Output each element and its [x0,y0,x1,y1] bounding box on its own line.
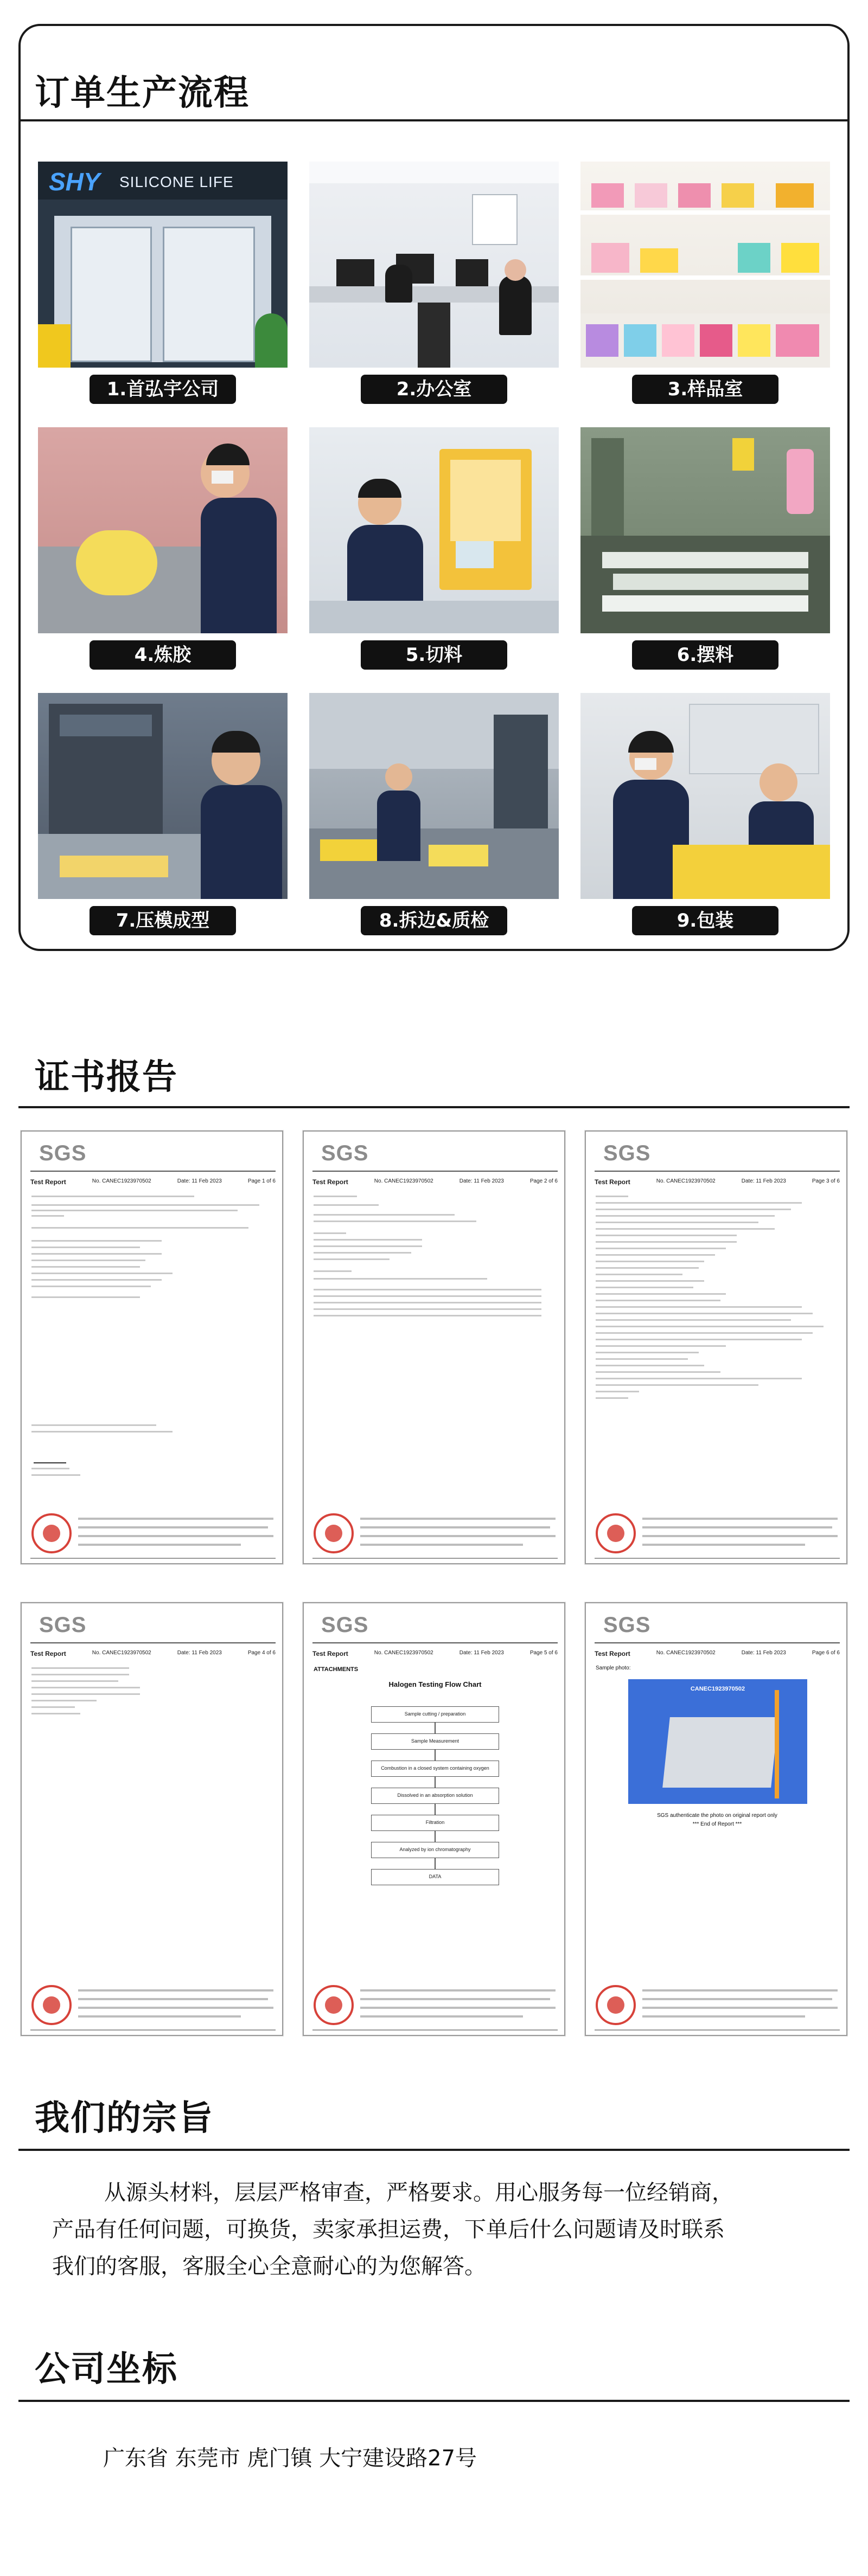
sample-photo [628,1679,807,1804]
certificates-section-title: 证书报告 [35,1057,178,1097]
report-date: Date: 11 Feb 2023 [741,1650,786,1656]
report-page: Page 6 of 6 [812,1650,840,1656]
report-label: Test Report [595,1178,630,1186]
process-step-label: 2.办公室 [361,375,507,404]
flow-step: Dissolved in an absorption solution [371,1788,499,1804]
report-date: Date: 11 Feb 2023 [741,1178,786,1184]
process-step-label: 9.包装 [632,906,778,935]
process-step-label: 7.压模成型 [90,906,236,935]
report-number: No. CANEC1923970502 [92,1650,151,1656]
process-step-mixing [38,427,288,666]
report-number: No. CANEC1923970502 [374,1650,433,1656]
report-number: No. CANEC1923970502 [92,1178,151,1184]
mission-line-2: 产品有任何问题，可换货，卖家承担运费，下单后什么问题请及时联系 [52,2217,725,2242]
report-label: Test Report [595,1650,630,1658]
report-number: No. CANEC1923970502 [656,1178,716,1184]
sgs-logo: SGS [39,1141,87,1165]
process-step-label: 5.切料 [361,640,507,670]
report-date: Date: 11 Feb 2023 [459,1650,504,1656]
packing-photo [580,693,830,899]
report-date: Date: 11 Feb 2023 [177,1178,222,1184]
certification-seal [596,1513,636,1553]
report-header [30,1178,276,1186]
address-title-divider [18,2400,850,2402]
mission-title-divider [18,2149,850,2151]
report-header [595,1178,840,1186]
process-step-pressing [38,693,288,932]
sgs-logo: SGS [603,1141,651,1165]
flow-step: DATA [371,1869,499,1885]
sgs-logo: SGS [321,1141,369,1165]
flow-step: Analyzed by ion chromatography [371,1842,499,1858]
process-step-packing [580,693,830,932]
sample-photo-caption: SGS authenticate the photo on original report only [657,1813,777,1819]
certification-seal [31,1513,72,1553]
certification-seal [314,1513,354,1553]
report-label: Test Report [312,1178,348,1186]
process-step-sample-room [580,162,830,400]
process-step-office [309,162,559,400]
certification-seal [31,1985,72,2025]
process-step-label: 1.首弘宇公司 [90,375,236,404]
certificates-title-divider [18,1106,850,1108]
mission-line-1: 从源头材料，层层严格审查，严格要求。用心服务每一位经销商， [104,2180,733,2205]
report-header [312,1178,558,1186]
end-of-report: *** End of Report *** [692,1821,742,1827]
certificate-page-1 [21,1130,283,1564]
mission-section-title: 我们的宗旨 [35,2098,214,2138]
process-title-divider [18,119,850,121]
address-section-title: 公司坐标 [35,2349,178,2389]
sgs-logo: SGS [603,1613,651,1637]
certificate-page-4 [21,1602,283,2036]
report-number: No. CANEC1923970502 [374,1178,433,1184]
process-step-arranging [580,427,830,666]
process-section-title: 订单生产流程 [35,73,250,113]
office-photo [309,162,559,368]
report-label: Test Report [30,1178,66,1186]
report-page: Page 2 of 6 [529,1178,558,1184]
certificate-page-2 [303,1130,565,1564]
report-page: Page 4 of 6 [247,1650,276,1656]
report-number: No. CANEC1923970502 [656,1650,716,1656]
certificate-page-6-sample-photo [585,1602,847,2036]
process-step-company [38,162,288,400]
arranging-photo [580,427,830,633]
certificate-page-5-flow-chart [303,1602,565,2036]
sgs-logo: SGS [39,1613,87,1637]
process-step-trimming-qc [309,693,559,932]
report-date: Date: 11 Feb 2023 [177,1650,222,1656]
pressing-photo [38,693,288,899]
process-step-label: 8.拆边&质检 [361,906,507,935]
flow-step: Filtration [371,1815,499,1831]
sample-room-photo [580,162,830,368]
report-header [30,1650,276,1658]
sample-photo-label: Sample photo: [596,1665,631,1671]
report-page: Page 1 of 6 [247,1178,276,1184]
company-sign-text: SILICONE LIFE [119,174,234,190]
sample-photo-id: CANEC1923970502 [690,1686,745,1692]
certification-seal [314,1985,354,2025]
process-step-cutting [309,427,559,666]
mixing-photo [38,427,288,633]
certificate-page-3 [585,1130,847,1564]
report-page: Page 3 of 6 [812,1178,840,1184]
report-header [312,1650,558,1658]
flow-step: Sample cutting / preparation [371,1706,499,1723]
process-step-label: 3.样品室 [632,375,778,404]
report-label: Test Report [30,1650,66,1658]
flow-chart-heading: Halogen Testing Flow Chart [388,1680,482,1688]
company-front-photo [38,162,288,368]
flow-step: Sample Measurement [371,1733,499,1750]
sgs-logo: SGS [321,1613,369,1637]
flow-step: Combustion in a closed system containing oxygen [371,1761,499,1777]
report-page: Page 5 of 6 [529,1650,558,1656]
company-address: 广东省 东莞市 虎门镇 大宁建设路27号 [103,2446,477,2471]
trimming-photo [309,693,559,899]
process-step-label: 6.摆料 [632,640,778,670]
attachments-label: ATTACHMENTS [314,1666,359,1673]
mission-line-3: 我们的客服，客服全心全意耐心的为您解答。 [52,2254,486,2279]
report-header [595,1650,840,1658]
cutting-photo [309,427,559,633]
report-label: Test Report [312,1650,348,1658]
company-sign-logo: SHY [49,168,100,196]
report-date: Date: 11 Feb 2023 [459,1178,504,1184]
process-step-label: 4.炼胶 [90,640,236,670]
certification-seal [596,1985,636,2025]
